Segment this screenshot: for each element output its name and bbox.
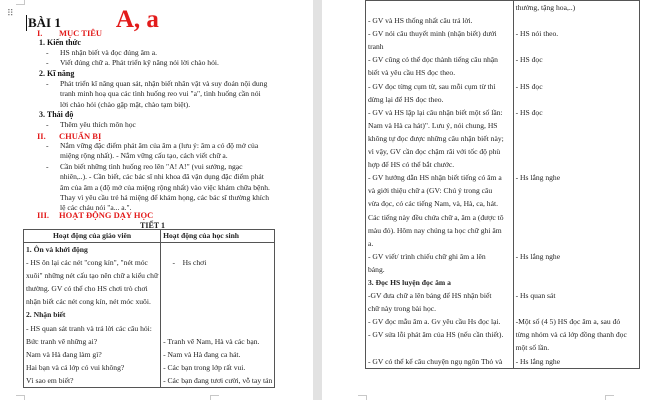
bullet-item: - Phát triển kĩ năng quan sát, nhận biết nhân vật và suy đoán nội dung tranh minh hoạ qua các tình huống reo vui "a", tình huống cần nói lời chào hỏi (chào gặp mặt, chào tạm biệt). — [46, 79, 268, 109]
column-header-teacher: Hoạt động của giáo viên — [24, 230, 161, 243]
bullet-item: - Nắm vững đặc điểm phát âm của âm a (lưu ý: âm a có độ mở của miệng rộng nhất). - Nắm vững cấu tạo, cách viết chữ a. — [46, 141, 259, 161]
student-activity-cell[interactable]: - Hs chơi - Tranh vẽ Nam, Hà và các bạn. - Nam và Hà đang ca hát. - Các bạn trong lớp rất vui. - Các bạn đang tươi cười, vỗ tay tán — [161, 243, 275, 388]
subsection-knowledge: 1. Kiến thức — [39, 38, 81, 47]
lesson-label: BÀI 1 — [28, 15, 61, 30]
lesson-title: A, a — [115, 6, 159, 33]
section-heading-preparation: II. CHUẨN BỊ — [37, 131, 102, 141]
margin-corner-mark — [605, 395, 614, 400]
activity-table-continued — [365, 0, 640, 369]
column-header-student: Hoạt động của học sinh — [161, 230, 275, 243]
section-heading-activities: III. HOẠT ĐỘNG DẠY HỌC — [37, 210, 154, 220]
drag-handle-icon[interactable]: ⠿ — [7, 9, 13, 19]
margin-corner-mark — [358, 395, 367, 400]
margin-corner-mark — [210, 395, 219, 400]
teacher-activity-cell[interactable]: - GV và HS thống nhất câu trả lời. - GV nói câu thuyết minh (nhận biết) dưới tranh - GV cũng có thể đọc thành tiếng câu nhận biết và yêu cầu HS đọc theo. - GV đọc từng cụm từ, sau mỗi cụm từ thì dừng lại để HS đọc theo. - GV và HS lặp lại câu nhận biết một số lần: Nam và Hà ca hát)". Lưu ý, nói chung, HS không tự đọc được những câu nhận biết này; vì vậy, GV cần đọc chậm rãi với tốc độ phù hợp để HS có thể bắt chước. - GV hướng dẫn HS nhận biết tiếng có âm a và giới thiệu chữ a (GV: Chú ý trong câu vừa đọc, có các tiếng Nam, và, Hà, ca, hát. Các tiếng này đều chứa chữ a, âm a (được tô màu đỏ). Hôm nay chúng ta học chữ ghi âm a. - GV viết/ trình chiếu chữ ghi âm a lên bảng. 3. Đọc HS luyện đọc âm a -GV đưa chữ a lên bảng để HS nhận biết chữ này trong bài học. - GV đọc mẫu âm a. Gv yêu cầu Hs đọc lại. - GV sửa lỗi phát âm của HS (nếu cần thiết). - GV có thể kể câu chuyện ngụ ngôn Thỏ và — [366, 1, 514, 369]
subsection-skills: 2. Kĩ năng — [39, 69, 75, 78]
document-page-1[interactable] — [0, 0, 313, 400]
bullet-item: - HS nhận biết và đọc đúng âm a. — [46, 48, 158, 57]
subsection-attitude: 3. Thái độ — [39, 110, 74, 119]
bullet-item: - Viết đúng chữ a. Phát triển kỹ năng nói lời chào hỏi. — [46, 58, 219, 67]
period-label: TIẾT 1 — [140, 221, 165, 230]
margin-corner-mark — [16, 395, 25, 400]
bullet-item: - Thêm yêu thích môn học — [46, 120, 136, 129]
page-gutter — [313, 0, 322, 400]
student-activity-cell[interactable]: thưởng, tặng hoa,..) - HS nói theo. - HS đọc - HS đọc - HS đọc - Hs lắng nghe - Hs lắng nghe - Hs quan sát -Một số (4 5) HS đọc âm a, sau đó từng nhóm và cả lớp đồng thanh đọc một số lần. - Hs lắng nghe — [513, 1, 639, 369]
teacher-activity-cell[interactable]: 1. Ôn và khởi động - HS ôn lại các nét "cong kín", "nét móc xuôi" những nét cấu tạo nên chữ a kiểu chữ thường. GV có thể cho HS chơi trò chơi nhận biết các nét cong kín, nét móc xuôi. 2. Nhận biết - HS quan sát tranh và trả lời các câu hỏi: Bức tranh vẽ những ai? Nam và Hà đang làm gì? Hai bạn và cả lớp có vui không? Vì sao em biết? — [24, 243, 161, 388]
activity-table — [23, 229, 275, 388]
document-page-2[interactable] — [322, 0, 650, 400]
section-heading-objectives: I. MỤC TIÊU — [37, 28, 103, 38]
bullet-item: - Cần biết những tình huống reo lên "A! A!" (vui sướng, ngạc nhiên,..). - Cần biết, các bác sĩ nhi khoa đã vận dụng đặc điểm phát âm của âm a (độ mở của miệng rộng nhất) vào việc khám chữa bệnh. Thay vì yêu cầu trẻ há miệng để khám họng, các bác sĩ thường khích lệ các cháu nói "a... a.". — [46, 162, 270, 213]
margin-corner-mark — [16, 0, 25, 5]
